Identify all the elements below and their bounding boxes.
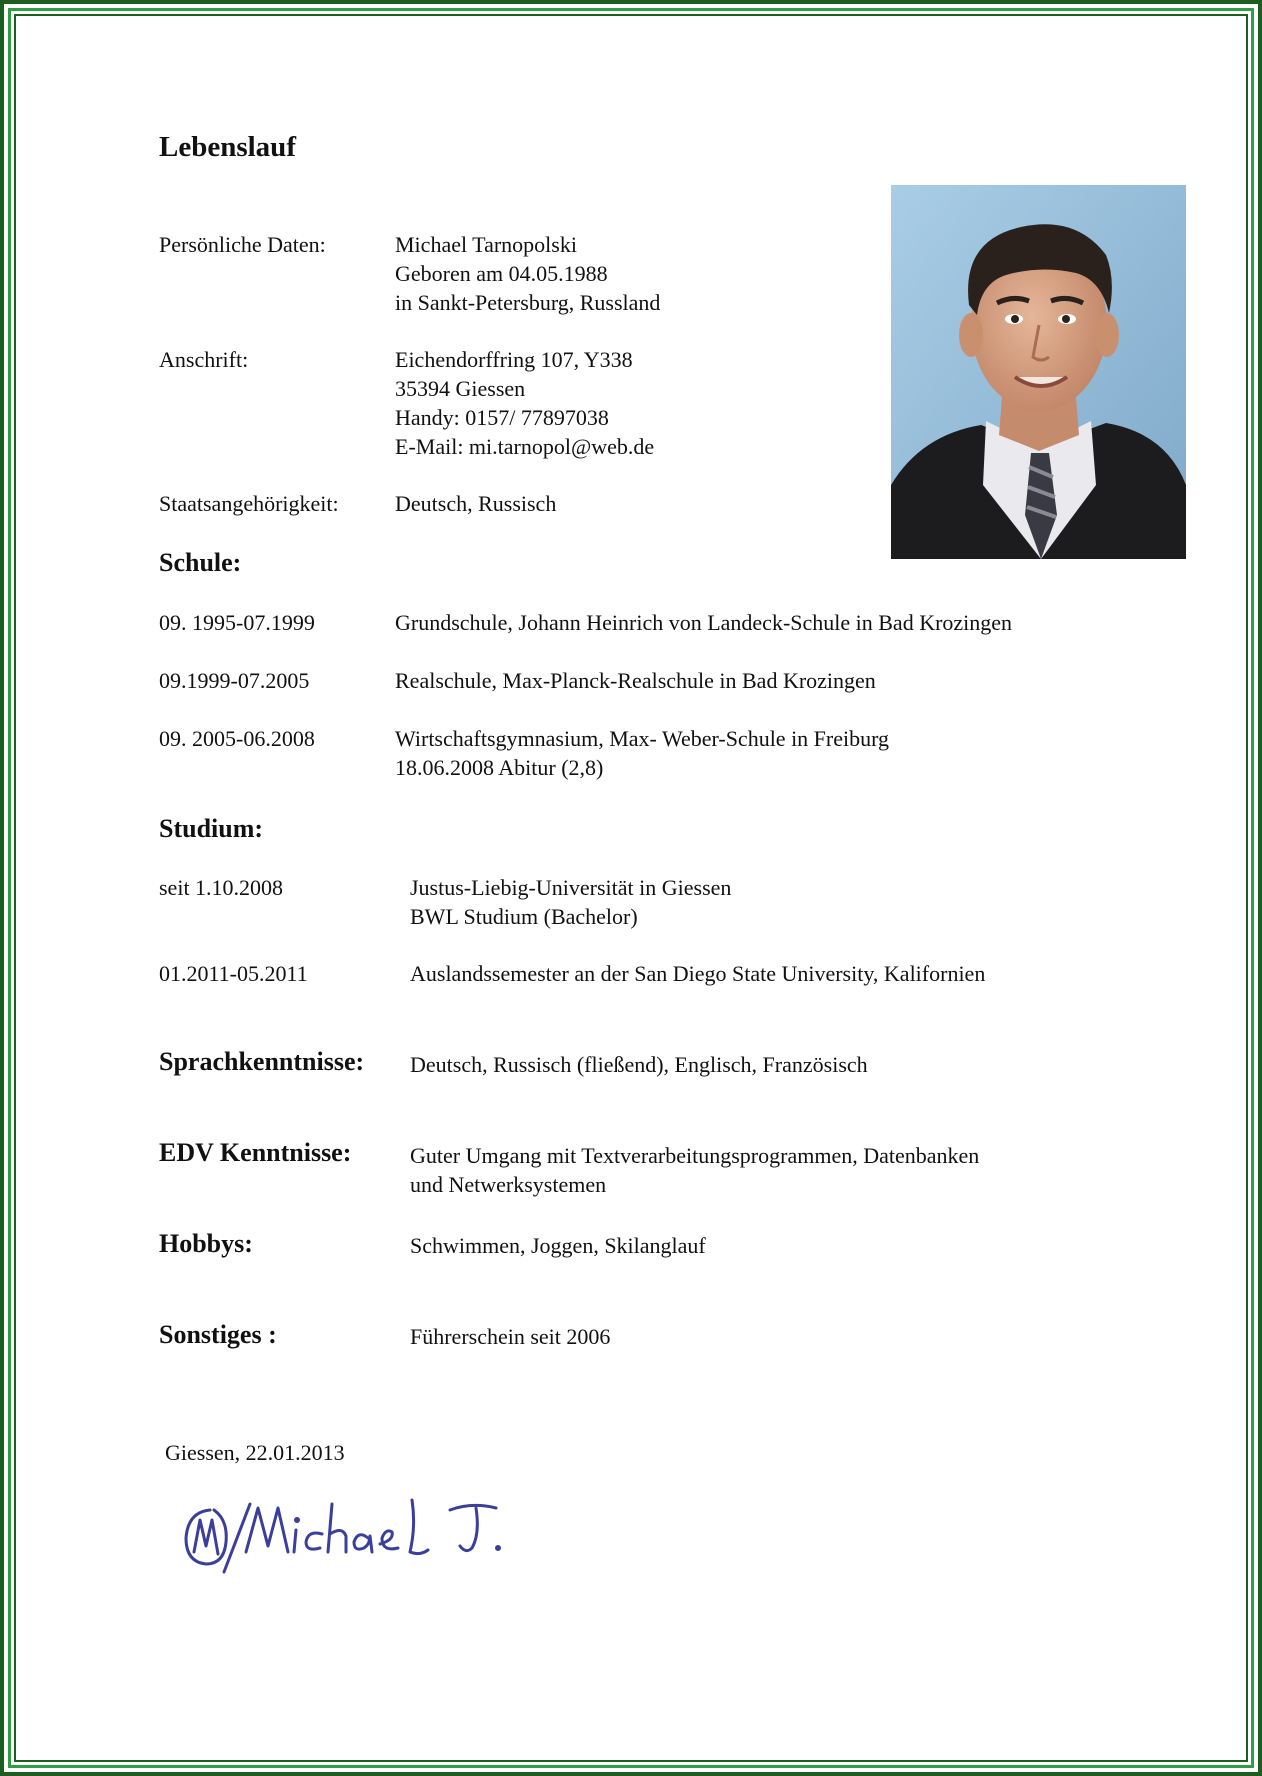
it-skills-line: Guter Umgang mit Textverarbeitungsprogrammen, Datenbanken <box>410 1143 980 1168</box>
other-value: Führerschein seit 2006 <box>410 1324 611 1349</box>
school-institution: Wirtschaftsgymnasium, Max- Weber-Schule in Freiburg <box>395 726 890 751</box>
personal-label: Persönliche Daten: <box>159 232 326 257</box>
personal-born: Geboren am 04.05.1988 <box>395 261 608 286</box>
nationality-label: Staatsangehörigkeit: <box>159 491 339 516</box>
place-date: Giessen, 22.01.2013 <box>165 1440 345 1465</box>
school-institution: Realschule, Max-Planck-Realschule in Bad Krozingen <box>395 668 876 693</box>
hobbies-heading: Hobbys: <box>159 1229 253 1258</box>
personal-place: in Sankt-Petersburg, Russland <box>395 290 661 315</box>
school-institution: Grundschule, Johann Heinrich von Landeck-Schule in Bad Krozingen <box>395 610 1013 635</box>
profile-photo <box>891 185 1186 559</box>
address-city: 35394 Giessen <box>395 376 526 401</box>
page-title: Lebenslauf <box>159 131 296 163</box>
studies-institution: Auslandssemester an der San Diego State University, Kalifornien <box>410 961 986 986</box>
nationality-value: Deutsch, Russisch <box>395 491 557 516</box>
languages-heading: Sprachkenntnisse: <box>159 1047 365 1076</box>
address-street: Eichendorffring 107, Y338 <box>395 347 633 372</box>
other-heading: Sonstiges : <box>159 1320 277 1349</box>
studies-program: BWL Studium (Bachelor) <box>410 904 638 929</box>
handwritten-signature <box>180 1490 540 1580</box>
school-heading: Schule: <box>159 548 242 577</box>
address-phone: Handy: 0157/ 77897038 <box>395 405 609 430</box>
it-skills-heading: EDV Kenntnisse: <box>159 1138 352 1167</box>
studies-heading: Studium: <box>159 814 264 843</box>
address-email: E-Mail: mi.tarnopol@web.de <box>395 434 655 459</box>
studies-period: seit 1.10.2008 <box>159 875 284 900</box>
languages-value: Deutsch, Russisch (fließend), Englisch, Französisch <box>410 1052 868 1077</box>
personal-name: Michael Tarnopolski <box>395 232 577 257</box>
studies-period: 01.2011-05.2011 <box>159 961 308 986</box>
hobbies-value: Schwimmen, Joggen, Skilanglauf <box>410 1233 706 1258</box>
school-period: 09.1999-07.2005 <box>159 668 310 693</box>
school-period: 09. 2005-06.2008 <box>159 726 315 751</box>
school-period: 09. 1995-07.1999 <box>159 610 315 635</box>
school-degree: 18.06.2008 Abitur (2,8) <box>395 755 604 780</box>
it-skills-line: und Netwerksystemen <box>410 1172 607 1197</box>
address-label: Anschrift: <box>159 347 249 372</box>
studies-institution: Justus-Liebig-Universität in Giessen <box>410 875 732 900</box>
